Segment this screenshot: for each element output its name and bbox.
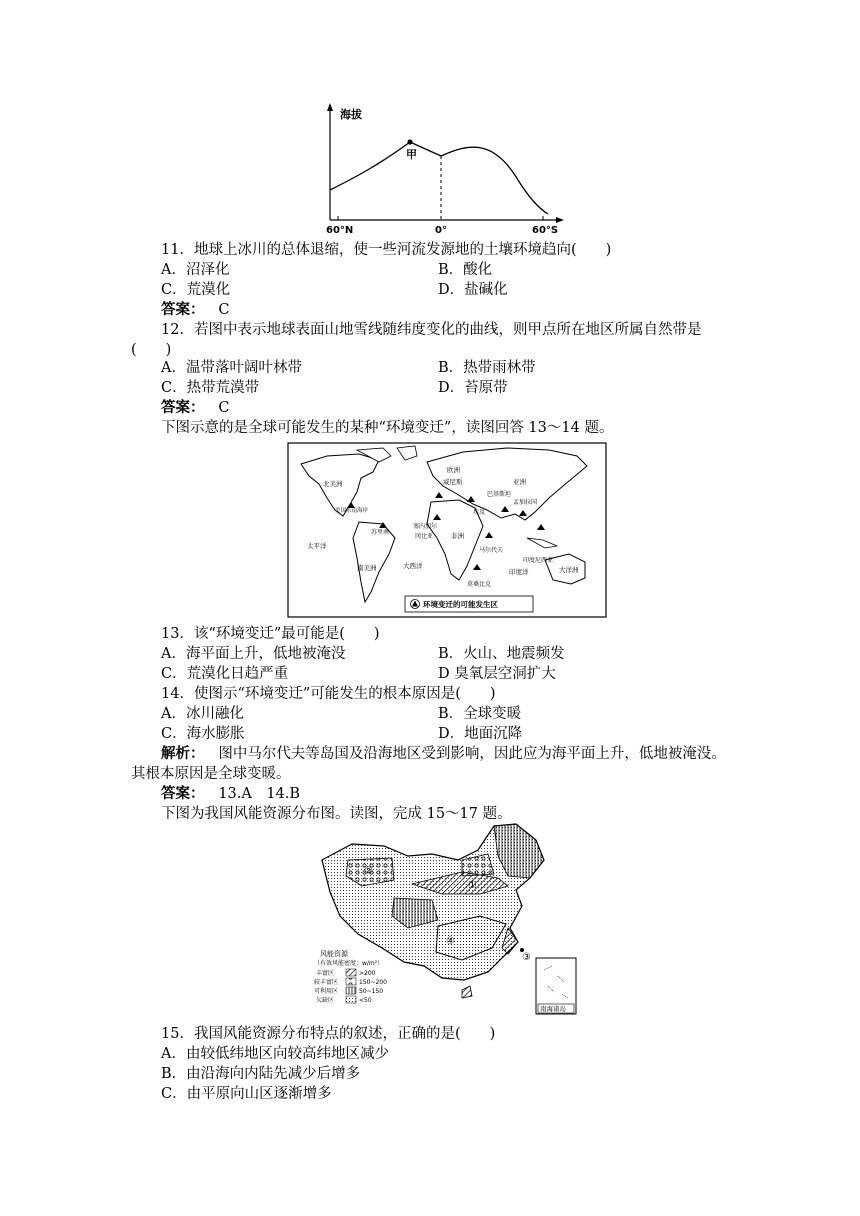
q12-answer-label: 答案：: [161, 399, 205, 416]
map-label: 马尔代夫: [479, 547, 504, 554]
tick-60n: 60°N: [326, 225, 354, 236]
map-label: ②: [364, 866, 373, 877]
map-label: 苏里南: [371, 529, 390, 536]
map-label: 孟加拉国: [513, 499, 538, 506]
map-label: 南美洲: [357, 564, 377, 572]
world-map-legend: 环境变迁的可能发生区: [423, 600, 498, 609]
answer-13-14: [161, 784, 300, 804]
map-label: 美国东南海岸: [335, 508, 369, 514]
analysis-line1: [161, 744, 726, 764]
analysis-line2: 其根本原因是全球变暖。: [131, 766, 291, 782]
q12-option-a: A．温带落叶阔叶林带: [161, 360, 302, 376]
world-map: [287, 442, 607, 618]
q14-stem: 14．使图示“环境变迁”可能发生的根本原因是( ): [161, 686, 496, 702]
q14-option-a: A．冰川融化: [161, 706, 244, 722]
map-label: 150~200: [359, 979, 387, 986]
y-axis-arrow: [327, 103, 333, 111]
q11-stem: 11．地球上冰川的总体退缩，使一些河流发源地的土壤环境趋向( ): [161, 242, 612, 258]
q11-option-a: A．沼泽化: [161, 262, 230, 278]
x-axis-arrow: [556, 217, 564, 223]
china-legend-subtitle: （有效风能密度：w/m²）: [314, 960, 384, 967]
map-label: 丰富区: [316, 970, 335, 977]
map-label: 较丰富区: [314, 979, 339, 986]
intro-15: 下图为我国风能资源分布图。读图，完成 15～17 题。: [161, 806, 512, 822]
q12-option-b: B．热带雨林带: [438, 360, 536, 376]
map-label: <50: [359, 997, 372, 1004]
q13-option-c: C．荒漠化日趋严重: [161, 666, 289, 682]
q12-option-c: C．热带荒漠带: [161, 380, 260, 396]
map-label: 冈比亚: [415, 533, 434, 540]
map-label: 太平洋: [307, 542, 327, 550]
answer-13-14-label: 答案：: [161, 785, 205, 802]
map-label: 巴基斯坦: [487, 491, 512, 498]
map-label: 欧洲: [447, 466, 460, 474]
inset-label: 南海诸岛: [540, 1005, 566, 1013]
point-jia-label: 甲: [406, 148, 417, 161]
snowline-curve: [330, 142, 548, 214]
q11-option-c: C．荒漠化: [161, 282, 231, 298]
analysis-text1: 图中马尔代夫等岛国及沿海地区受到影响，因此应为海平面上升，低地被淹没。: [218, 746, 726, 762]
map-label: ④: [446, 936, 455, 947]
map-label: ③: [522, 952, 531, 963]
map-label: 印度尼西亚: [523, 557, 554, 564]
q12-stem: 12．若图中表示地球表面山地雪线随纬度变化的曲线，则甲点所在地区所属自然带是: [161, 322, 702, 338]
map-label: 可利用区: [314, 988, 339, 995]
q13-option-d: D 臭氧层空洞扩大: [438, 666, 556, 682]
q12-option-d: D．苔原带: [438, 380, 508, 396]
point-jia: [407, 139, 412, 144]
q13-stem: 13．该“环境变迁”最可能是( ): [161, 626, 380, 642]
map-label: 50~150: [359, 988, 384, 995]
snowline-chart: [318, 100, 568, 238]
map-label: >200: [359, 970, 376, 977]
tick-60s: 60°S: [532, 225, 559, 236]
q11-answer-value: C: [218, 302, 230, 318]
map-label: 大西洋: [403, 562, 423, 570]
map-label: 威尼斯: [443, 478, 463, 486]
q15-option-a: A．由较低纬地区向较高纬地区减少: [161, 1046, 389, 1062]
q14-option-d: D．地面沉降: [438, 726, 523, 742]
answer-13-14-value: 13.A 14.B: [218, 786, 301, 802]
y-axis-label: 海拔: [340, 108, 362, 121]
china-legend-title: 风能资源: [320, 950, 348, 958]
tick-0: 0°: [435, 225, 447, 236]
q15-option-c: C．由平原向山区逐渐增多: [161, 1086, 332, 1102]
q11-option-d: D．盐碱化: [438, 282, 508, 298]
q13-option-b: B．火山、地震频发: [438, 646, 565, 662]
intro-13: 下图示意的是全球可能发生的某种“环境变迁”，读图回答 13～14 题。: [161, 420, 614, 436]
analysis-label: 解析：: [161, 745, 205, 762]
map-label: 北美洲: [323, 480, 343, 488]
q12-answer: [161, 398, 229, 418]
q11-answer-label: 答案：: [161, 301, 205, 318]
q14-option-b: B．全球变暖: [438, 706, 522, 722]
map-label: 非洲: [451, 532, 464, 540]
q13-option-a: A．海平面上升，低地被淹没: [161, 646, 346, 662]
map-label: 莫桑比克: [467, 581, 492, 588]
map-label: ①: [468, 880, 477, 891]
map-label: 亚洲: [513, 478, 526, 486]
q15-stem: 15．我国风能资源分布特点的叙述，正确的是( ): [161, 1026, 496, 1042]
map-label: 塞内加尔: [413, 523, 438, 530]
q11-answer: [161, 300, 229, 320]
q11-option-b: B．酸化: [438, 262, 493, 278]
china-wind-map: [312, 820, 582, 1020]
q14-option-c: C．海水膨胀: [161, 726, 245, 742]
map-label: 印度洋: [509, 568, 529, 576]
map-label: 埃及: [473, 509, 486, 516]
q15-option-b: B．由沿海向内陆先减少后增多: [161, 1066, 361, 1082]
map-label: 欠缺区: [316, 997, 335, 1004]
q12-answer-value: C: [218, 400, 230, 416]
map-label: 大洋洲: [559, 566, 579, 574]
q12-stem-cont: ( ): [131, 342, 172, 358]
